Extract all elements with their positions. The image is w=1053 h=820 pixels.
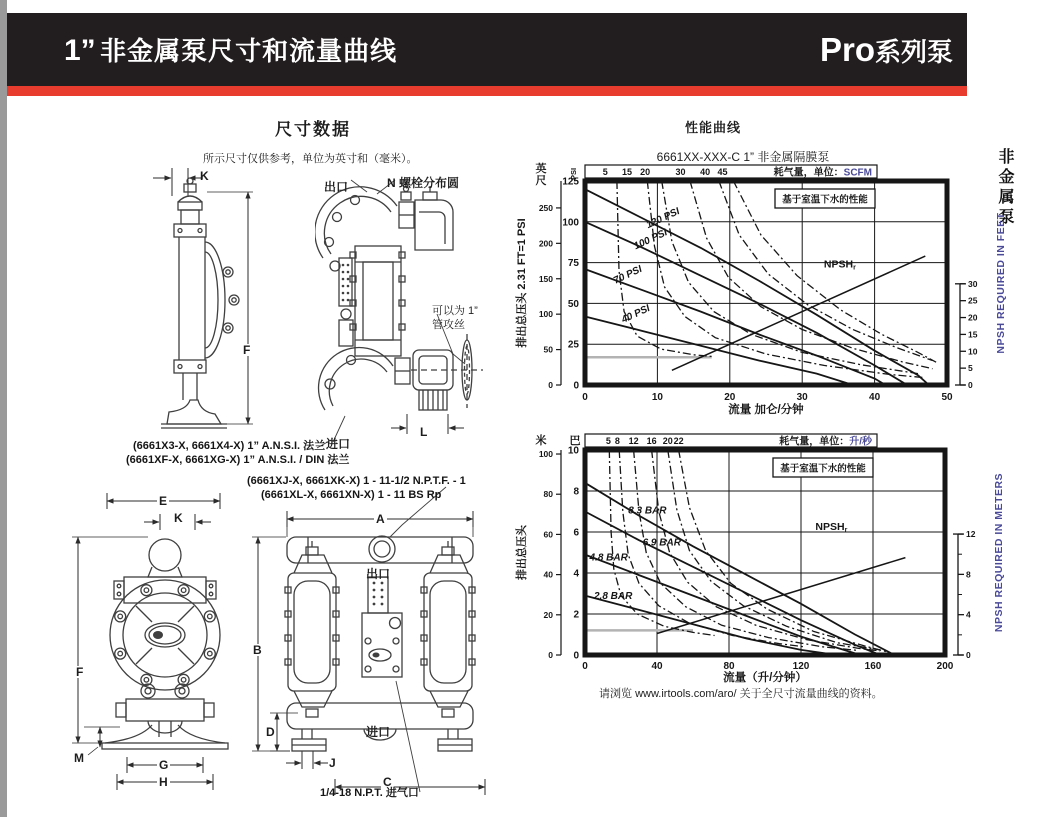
dim-letter-h: H: [159, 775, 168, 789]
svg-text:22: 22: [673, 436, 684, 446]
svg-text:NPSHr: NPSHr: [823, 258, 856, 272]
svg-text:0: 0: [582, 392, 588, 403]
svg-text:NPSH REQUIRED IN FEET: NPSH REQUIRED IN FEET: [995, 212, 1007, 354]
svg-text:16: 16: [646, 436, 657, 446]
svg-text:6.9 BAR: 6.9 BAR: [642, 537, 681, 549]
footer-visit-text: 请浏览: [599, 688, 636, 700]
svg-text:100 PSI: 100 PSI: [632, 227, 670, 253]
svg-text:耗气量，单位：升/秒: 耗气量，单位：升/秒: [779, 436, 872, 448]
svg-text:45: 45: [717, 167, 728, 177]
svg-text:60: 60: [543, 529, 553, 540]
svg-text:40: 40: [651, 661, 663, 672]
svg-text:120: 120: [792, 661, 810, 672]
svg-text:0: 0: [582, 661, 588, 672]
svg-text:50: 50: [543, 344, 553, 355]
svg-text:25: 25: [567, 339, 579, 351]
outlet-callout-front: 出口: [366, 567, 391, 581]
svg-text:200: 200: [538, 238, 553, 249]
air-inlet-note: 1/4-18 N.P.T. 进气口: [320, 787, 419, 799]
dim-letter-k-side: K: [200, 169, 209, 183]
bolt-circle-text: 螺栓分布圆: [399, 176, 460, 190]
dim-letter-b: B: [253, 643, 262, 657]
performance-chart-us-units: [505, 158, 1053, 420]
dim-letter-d: D: [266, 725, 275, 739]
svg-text:4: 4: [966, 609, 971, 620]
dim-letter-a: A: [376, 512, 385, 526]
pump-side-view-drawing: [95, 162, 295, 452]
svg-text:排出总压头 2.31 FT=1 PSI: 排出总压头 2.31 FT=1 PSI: [516, 218, 528, 348]
bolt-circle-n: N: [387, 176, 396, 190]
svg-text:125: 125: [562, 176, 579, 188]
svg-text:100: 100: [538, 309, 553, 320]
tap-note-line1: 可以为 1”: [432, 305, 478, 317]
svg-text:100: 100: [538, 449, 553, 460]
flange-note-2: (6661XF-X, 6661XG-X) 1” A.N.S.I. / DIN 法兰: [126, 454, 350, 466]
svg-text:0: 0: [966, 650, 971, 660]
svg-text:基于室温下水的性能: 基于室温下水的性能: [780, 463, 866, 475]
svg-text:巴: 巴: [569, 435, 581, 447]
svg-text:流量 加仑/分钟: 流量 加仑/分钟: [728, 404, 804, 416]
dim-letter-c: C: [383, 775, 392, 789]
svg-text:120 PSI: 120 PSI: [644, 206, 682, 232]
curves-section-title: 性能曲线: [684, 120, 741, 135]
svg-text:PSI: PSI: [569, 167, 578, 181]
svg-text:5: 5: [968, 363, 973, 374]
svg-text:15: 15: [968, 329, 978, 340]
svg-text:20: 20: [724, 392, 736, 403]
curves-subtitle: 6661XX-XXX-C 1” 非金属隔膜泵: [656, 150, 830, 164]
svg-text:12: 12: [628, 436, 639, 446]
dim-letter-f-front: F: [76, 665, 84, 679]
svg-text:20: 20: [640, 167, 651, 177]
dim-letter-e: E: [159, 494, 168, 508]
page-title-text: 非金属泵尺寸和流量曲线: [100, 36, 398, 66]
dimensions-section-title: 尺寸数据: [275, 120, 351, 139]
svg-text:流量（升/分钟）: 流量（升/分钟）: [723, 672, 807, 684]
page-header: [7, 13, 967, 86]
svg-text:4: 4: [573, 568, 579, 580]
svg-text:75: 75: [567, 258, 579, 270]
dimensions-note: 所示尺寸仅供参考，单位为英寸和（毫米）。: [203, 153, 418, 165]
svg-text:30: 30: [796, 392, 808, 403]
svg-text:0: 0: [548, 380, 553, 390]
page-title: [64, 31, 397, 68]
svg-text:NPSH REQUIRED IN METERS: NPSH REQUIRED IN METERS: [993, 472, 1005, 633]
svg-text:10: 10: [651, 392, 663, 403]
svg-text:0: 0: [573, 650, 579, 662]
dim-letter-m: M: [74, 751, 84, 765]
footer-note: [599, 685, 883, 701]
svg-text:6: 6: [573, 527, 579, 539]
footer-url: www.irtools.com/aro/: [635, 688, 737, 700]
thread-note-1: (6661XJ-X, 6661XK-X) 1 - 11-1/2 N.P.T.F. - 1: [247, 475, 466, 487]
svg-text:8: 8: [573, 486, 579, 498]
series-suffix: 系列泵: [874, 36, 953, 67]
svg-text:250: 250: [538, 202, 553, 213]
svg-text:8: 8: [966, 569, 971, 580]
svg-text:英尺: 英尺: [535, 163, 547, 187]
page-title-size: 1”: [64, 34, 96, 67]
svg-text:10: 10: [968, 346, 978, 357]
svg-text:25: 25: [968, 295, 978, 306]
svg-text:排出总压头: 排出总压头: [516, 525, 528, 580]
svg-text:40: 40: [543, 569, 553, 580]
svg-text:30: 30: [968, 278, 978, 289]
svg-text:20: 20: [662, 436, 673, 446]
svg-text:40 PSI: 40 PSI: [619, 303, 652, 326]
svg-text:2: 2: [573, 609, 579, 621]
bolt-circle-callout: [387, 177, 459, 189]
svg-text:米: 米: [535, 435, 547, 447]
svg-text:40: 40: [869, 392, 881, 403]
svg-text:50: 50: [941, 392, 953, 403]
dim-letter-l: L: [420, 425, 428, 439]
tap-note-line2: 管攻丝: [432, 319, 465, 331]
svg-text:NPSHr: NPSHr: [815, 520, 848, 534]
svg-text:70 PSI: 70 PSI: [612, 263, 644, 287]
svg-text:30: 30: [675, 167, 686, 177]
svg-text:40: 40: [700, 167, 711, 177]
pump-front-view-drawing: [60, 485, 270, 797]
performance-chart-metric-canvas: [505, 425, 1053, 693]
inlet-callout-top: 进口: [326, 437, 351, 451]
inlet-callout-front: 进口: [366, 725, 391, 739]
dim-letter-k-front: K: [174, 511, 183, 525]
svg-text:8: 8: [614, 436, 620, 446]
svg-text:100: 100: [562, 217, 579, 229]
side-tab-label: 非金属泵: [996, 148, 1013, 228]
dim-letter-g: G: [159, 758, 169, 772]
svg-text:80: 80: [543, 489, 553, 500]
svg-text:15: 15: [621, 167, 632, 177]
dim-letter-f-side: F: [243, 343, 251, 357]
svg-text:4.8 BAR: 4.8 BAR: [589, 552, 628, 564]
svg-text:5: 5: [602, 167, 608, 177]
series-name: Pro: [819, 30, 875, 68]
svg-text:耗气量，单位：SCFM: 耗气量，单位：SCFM: [773, 167, 872, 179]
thread-note-2: (6661XL-X, 6661XN-X) 1 - 11 BS Rp: [261, 489, 442, 501]
svg-text:20: 20: [968, 312, 978, 323]
svg-text:12: 12: [966, 529, 976, 540]
svg-text:8.3 BAR: 8.3 BAR: [628, 505, 667, 517]
footer-suffix-text: 关于全尺寸流量曲线的资料。: [736, 688, 883, 700]
svg-text:0: 0: [968, 380, 973, 390]
svg-text:200: 200: [936, 661, 954, 672]
performance-chart-metric-units: [505, 425, 1053, 693]
outlet-callout-top: 出口: [324, 180, 349, 194]
svg-text:2.8 BAR: 2.8 BAR: [594, 591, 633, 603]
series-title: [820, 31, 953, 69]
svg-text:50: 50: [567, 298, 579, 310]
svg-text:10: 10: [567, 445, 579, 457]
svg-text:5: 5: [605, 436, 611, 446]
svg-text:20: 20: [543, 609, 553, 620]
dim-letter-j: J: [329, 756, 336, 770]
page-edge-strip: [0, 0, 7, 817]
flange-note-1: (6661X3-X, 6661X4-X) 1” A.N.S.I. 法兰: [133, 440, 326, 452]
performance-chart-us-canvas: [505, 158, 1053, 420]
svg-text:0: 0: [548, 650, 553, 660]
pump-front-dim-view-drawing: [250, 485, 505, 815]
header-red-stripe: [7, 86, 967, 96]
svg-text:基于室温下水的性能: 基于室温下水的性能: [782, 194, 868, 206]
svg-text:0: 0: [573, 380, 579, 392]
svg-text:80: 80: [723, 661, 735, 672]
svg-text:150: 150: [538, 273, 553, 284]
svg-text:160: 160: [864, 661, 882, 672]
